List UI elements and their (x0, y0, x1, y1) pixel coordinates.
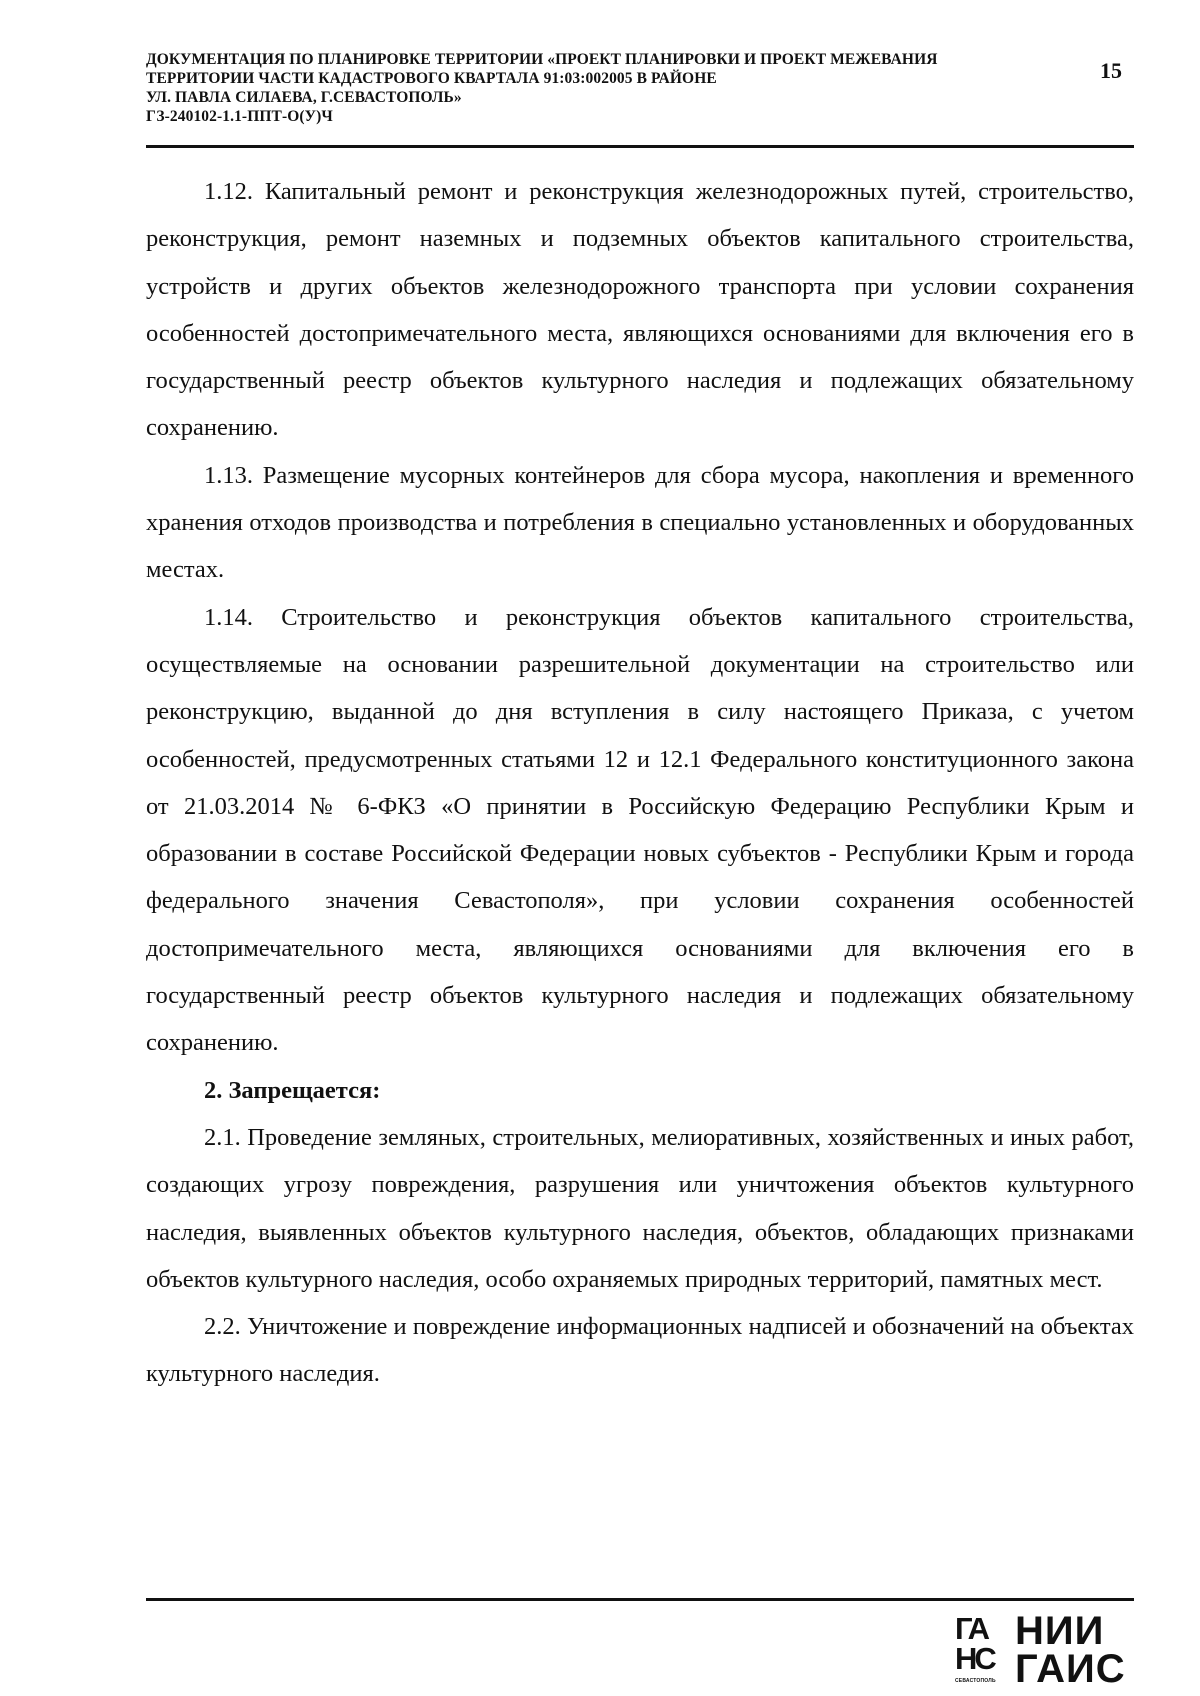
logo-mark-bottom: НС (955, 1641, 994, 1676)
nii-gais-logo (955, 1609, 1140, 1692)
logo-mark-city: СЕВАСТОПОЛЬ (955, 1678, 996, 1684)
header-document-code: ГЗ-240102-1.1-ППТ-О(У)Ч (146, 108, 333, 125)
header-divider (146, 145, 1134, 148)
header-line-1: ДОКУМЕНТАЦИЯ ПО ПЛАНИРОВКЕ ТЕРРИТОРИИ «ПРОЕКТ ПЛАНИРОВКИ И ПРОЕКТ МЕЖЕВАНИЯ (146, 51, 938, 68)
logo-text-line-1: НИИ (1015, 1609, 1105, 1653)
logo-mark-top: ГА (955, 1611, 988, 1646)
document-body (146, 168, 1134, 1398)
document-header (146, 50, 1046, 126)
paragraph-2-1: 2.1. Проведение земляных, строительных, мелиоративных, хозяйственных и иных работ, создающих угрозу повреждения, разрушения или уничтожения объектов культурного наследия, выявленных объектов культурного наследия, объектов, обладающих признаками объектов культурного наследия, особо охраняемых природных территорий, памятных мест. (146, 1123, 1134, 1293)
logo-mark-icon (955, 1611, 1005, 1684)
paragraph-1-12: 1.12. Капитальный ремонт и реконструкция железнодорожных путей, строительство, реконструкция, ремонт наземных и подземных объектов капитального строительства, устройств и других объектов железнодорожного транспорта при условии сохранения особенностей достопримечательного места, являющихся основаниями для включения его в государственный реестр объектов культурного наследия и подлежащих обязательному сохранению. (146, 178, 1134, 442)
header-line-3: УЛ. ПАВЛА СИЛАЕВА, Г.СЕВАСТОПОЛЬ» (146, 89, 462, 106)
header-line-2: ТЕРРИТОРИИ ЧАСТИ КАДАСТРОВОГО КВАРТАЛА 91:03:002005 В РАЙОНЕ (146, 70, 717, 87)
paragraph-1-13: 1.13. Размещение мусорных контейнеров для сбора мусора, накопления и временного хранения отходов производства и потребления в специально установленных и оборудованных местах. (146, 461, 1134, 584)
page-number: 15 (1100, 58, 1122, 83)
logo-text (1015, 1609, 1126, 1691)
section-2-heading-text: 2. Запрещается: (204, 1076, 381, 1104)
paragraph-1-14: 1.14. Строительство и реконструкция объектов капитального строительства, осуществляемые на основании разрешительной документации на строительство или реконструкцию, выданной до дня вступления в силу настоящего Приказа, с учетом особенностей, предусмотренных статьями 12 и 12.1 Федерального конституционного закона от 21.03.2014 № 6-ФКЗ «О принятии в Российскую Федерацию Республики Крым и образовании в составе Российской Федерации новых субъектов - Республики Крым и города федерального значения Севастополя», при условии сохранения особенностей достопримечательного места, являющихся основаниями для включения его в государственный реестр объектов культурного наследия и подлежащих обязательному сохранению. (146, 603, 1134, 1057)
footer-divider (146, 1598, 1134, 1601)
logo-text-line-2: ГАИС (1015, 1647, 1126, 1691)
section-2-heading (146, 1067, 1134, 1114)
paragraph-2-2: 2.2. Уничтожение и повреждение информационных надписей и обозначений на объектах культурного наследия. (146, 1313, 1134, 1388)
